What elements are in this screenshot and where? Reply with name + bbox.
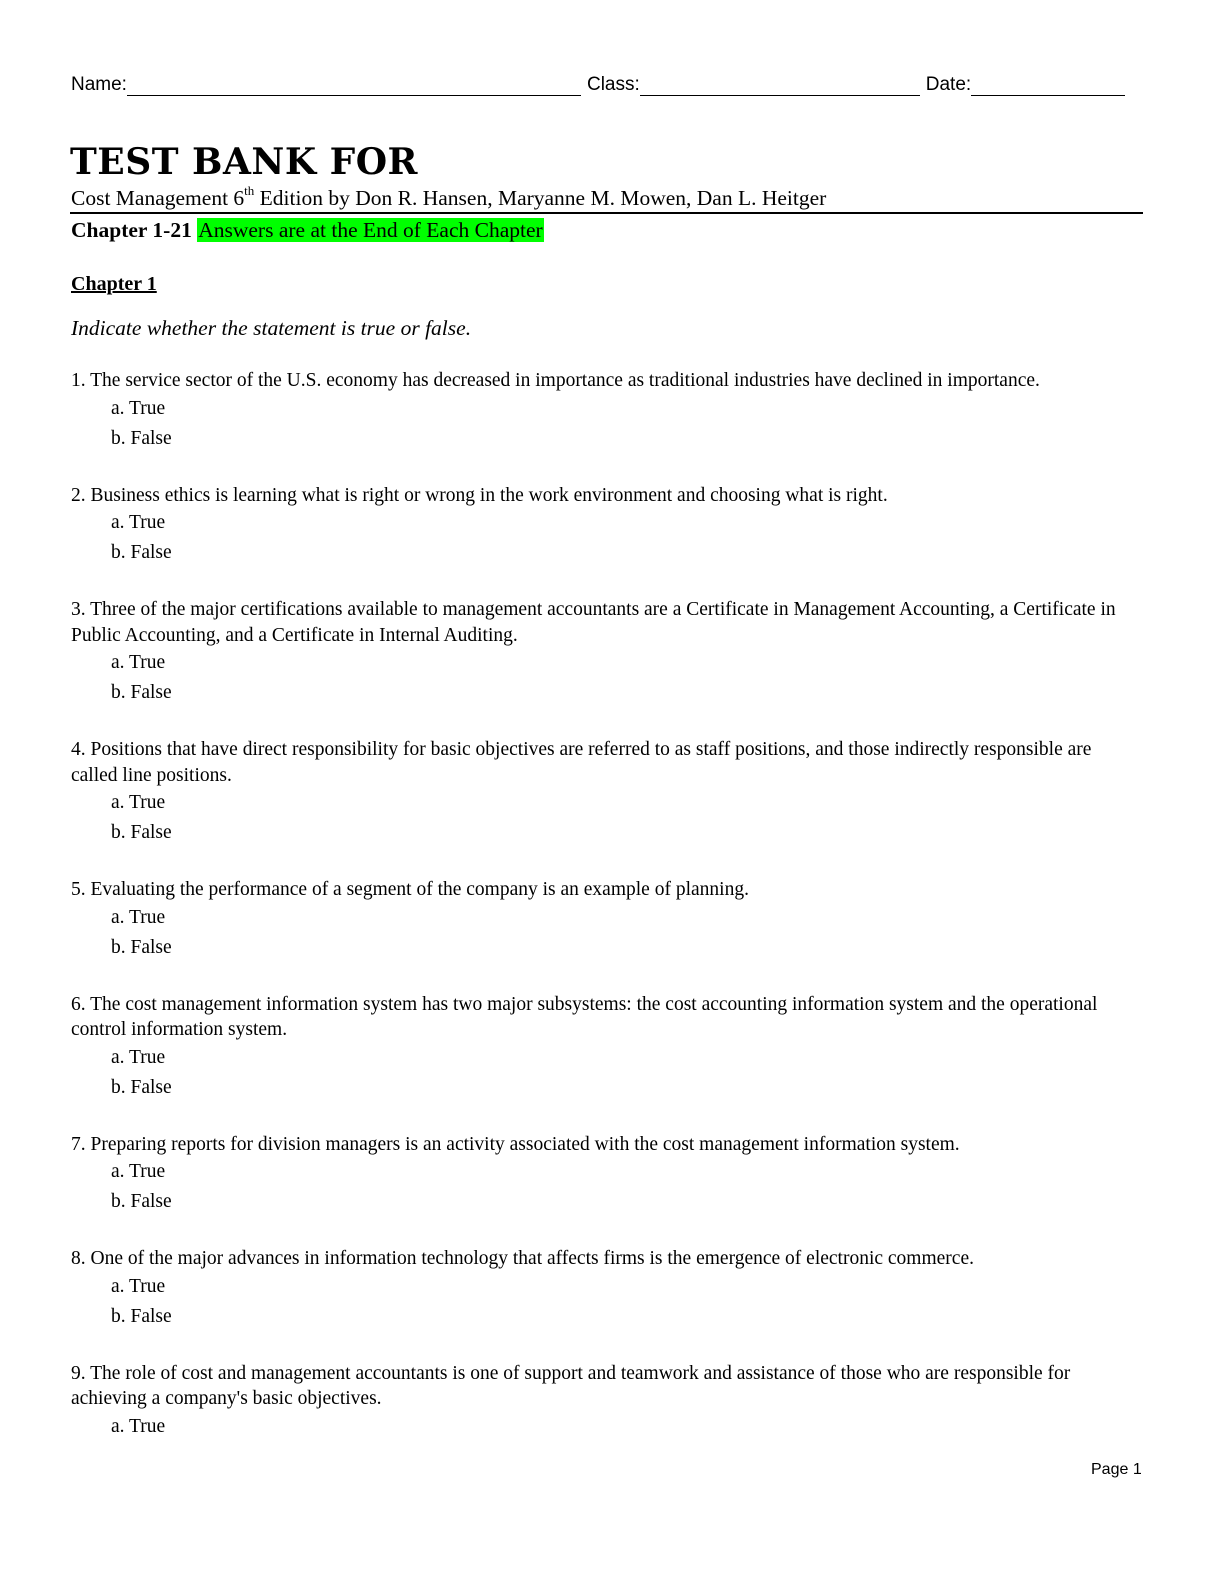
question-item [71, 368, 1133, 454]
answer-option: b. False [111, 936, 172, 958]
question-text: 2. Business ethics is learning what is right or wrong in the work environment and choosing what is right. [71, 484, 888, 506]
answer-option: a. True [111, 512, 166, 533]
question-text: 8. One of the major advances in information technology that affects firms is the emergence of electronic commerce. [71, 1248, 974, 1269]
answer-option: a. True [111, 1415, 166, 1437]
book-subtitle [71, 184, 826, 212]
answer-option: b. False [111, 542, 172, 563]
question-text: 4. Positions that have direct responsibility for basic objectives are referred to as staff positions, and those indirectly responsible are called line positions. [71, 739, 1092, 786]
class-blank [640, 75, 920, 96]
answer-option: b. False [111, 1076, 172, 1098]
question-item [71, 877, 1133, 963]
question-item [71, 1246, 1133, 1332]
answer-option: a. True [111, 1275, 166, 1297]
book-title-rest: Edition by Don R. Hansen, Maryanne M. Mowen, Dan L. Heitger [254, 186, 827, 210]
question-text: 6. The cost management information system has two major subsystems: the cost accounting information system and the operational control information system. [71, 993, 1098, 1040]
answer-option: a. True [111, 397, 166, 419]
answer-option: a. True [111, 792, 166, 813]
question-text: 7. Preparing reports for division managers is an activity associated with the cost management information system. [71, 1133, 960, 1155]
question-list [71, 368, 1133, 1471]
book-title-prefix: Cost Management 6 [71, 186, 245, 210]
question-text: 3. Three of the major certifications available to management accountants are a Certificate in Management Accounting, a Certificate in Public Accounting, and a Certificate in Internal Auditing. [71, 599, 1116, 646]
question-text: 5. Evaluating the performance of a segment of the company is an example of planning. [71, 879, 749, 900]
answer-option: a. True [111, 906, 166, 928]
page-number: Page 1 [1091, 1461, 1142, 1478]
answer-option: b. False [111, 682, 172, 703]
question-item [71, 1132, 1133, 1218]
question-text: 9. The role of cost and management accountants is one of support and teamwork and assistance of those who are responsible for achieving a company's basic objectives. [71, 1362, 1071, 1409]
answer-option: b. False [111, 1305, 172, 1327]
question-item [71, 737, 1133, 848]
answer-option: b. False [111, 427, 172, 449]
chapter-range-line [71, 216, 544, 244]
instructions-text: Indicate whether the statement is true or false. [71, 316, 472, 340]
answers-note-highlight: Answers are at the End of Each Chapter [198, 218, 543, 242]
answer-option: a. True [111, 652, 166, 673]
chapter-heading: Chapter 1 [71, 273, 157, 295]
class-label: Class: [586, 74, 640, 95]
question-item [71, 597, 1133, 708]
answer-option: b. False [111, 822, 172, 843]
answer-option: b. False [111, 1191, 172, 1212]
answer-option: a. True [111, 1161, 166, 1182]
title-divider [70, 212, 1143, 214]
student-info-header [71, 70, 1141, 96]
date-label: Date: [925, 74, 972, 95]
edition-superscript: th [244, 182, 255, 198]
question-item [71, 1361, 1133, 1442]
document-title: TEST BANK FOR [70, 141, 418, 183]
question-item [71, 992, 1133, 1103]
name-blank [127, 75, 581, 96]
chapter-range-label: Chapter 1-21 [71, 218, 192, 242]
date-blank [971, 75, 1125, 96]
question-item [71, 483, 1133, 569]
answer-option: a. True [111, 1046, 166, 1068]
name-label: Name: [71, 74, 127, 95]
question-text: 1. The service sector of the U.S. economy has decreased in importance as traditional industries have declined in importance. [71, 370, 1040, 391]
